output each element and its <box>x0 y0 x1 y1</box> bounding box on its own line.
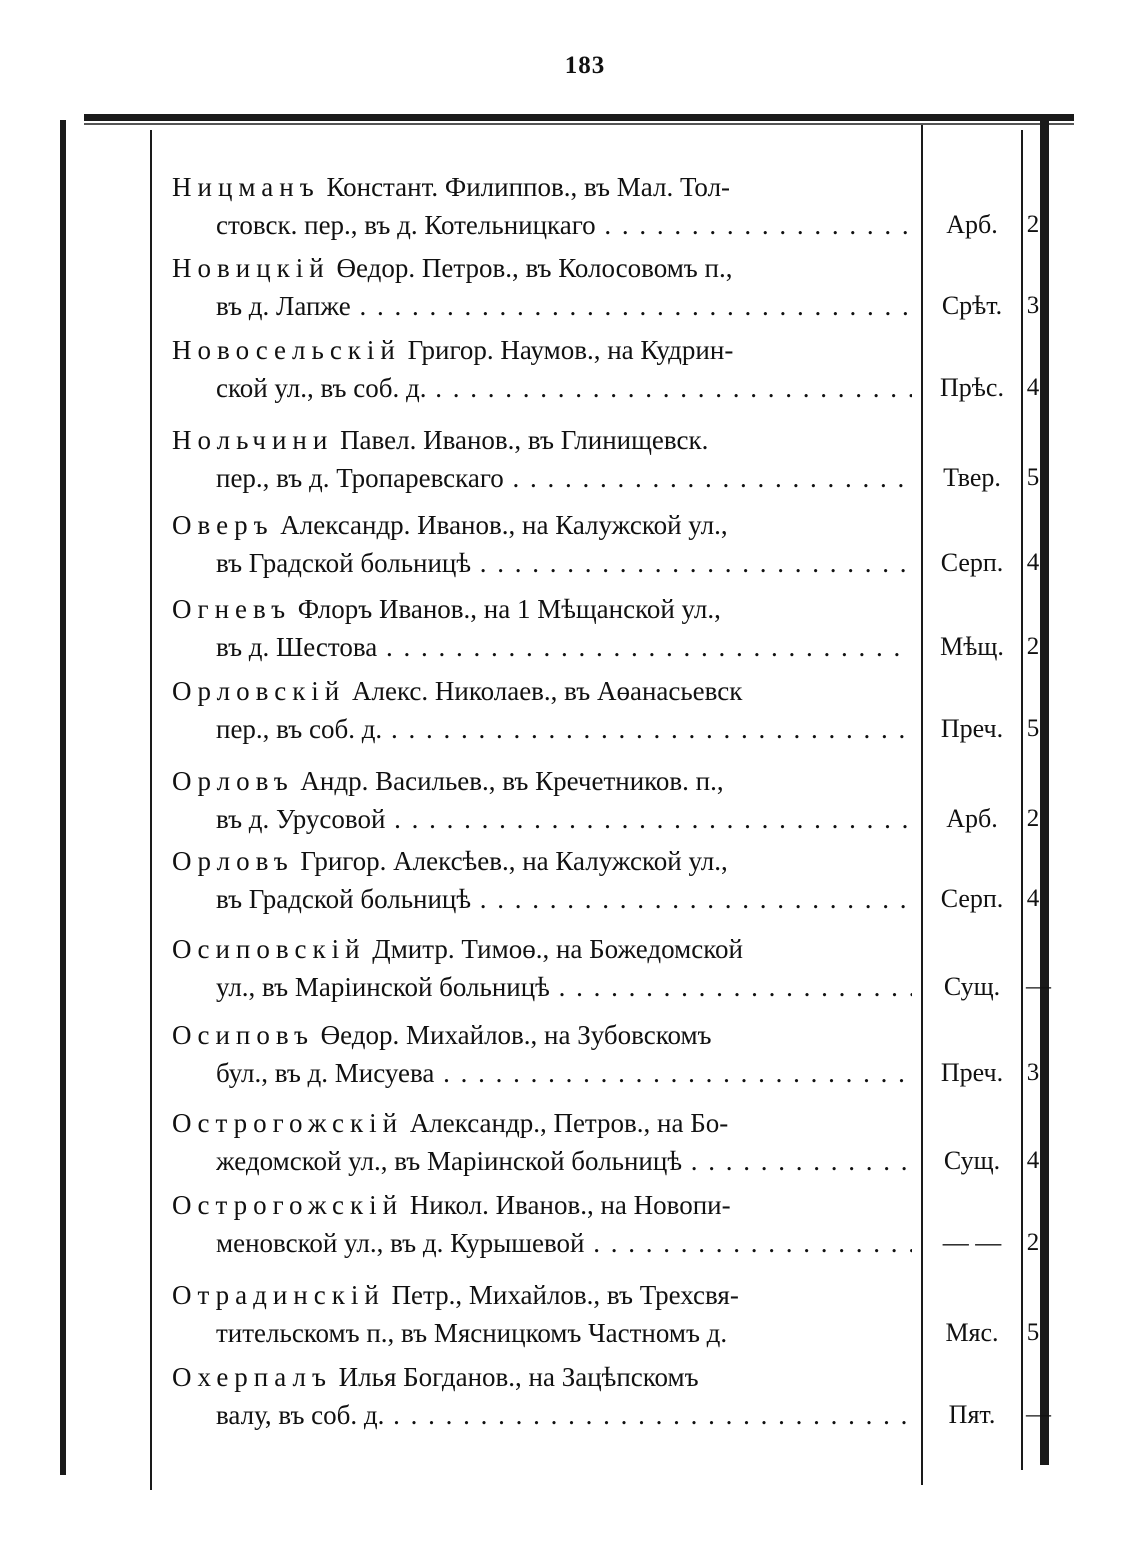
district: Арб. <box>946 804 998 833</box>
entry-row <box>0 172 1140 262</box>
address-continued: въ д. Лапже <box>216 291 351 321</box>
dot-leader <box>384 1400 912 1430</box>
section-number: 3 <box>1026 1059 1040 1086</box>
district: Срѣт. <box>941 291 1003 320</box>
entry-row <box>0 253 1140 343</box>
dot-leader <box>377 632 912 662</box>
entry-line-2 <box>216 1228 912 1258</box>
district: Преч. <box>940 1058 1004 1087</box>
entry-line-1 <box>172 1020 912 1050</box>
entry-line-2 <box>216 632 912 662</box>
section-number: 4 <box>1026 885 1040 912</box>
entry-line-1 <box>172 1362 912 1392</box>
entry-row <box>0 425 1140 515</box>
dot-leader <box>596 210 912 240</box>
section-number: 4 <box>1026 549 1040 576</box>
entry-line-2 <box>216 373 912 403</box>
entry-line-1 <box>172 510 912 540</box>
district: Мяс. <box>945 1318 999 1347</box>
entry-line-2 <box>216 548 912 578</box>
address-continued: въ Градской больницѣ <box>216 548 472 578</box>
name-address: Петр., Михайлов., въ Трехсвя- <box>391 1280 739 1310</box>
address-continued: тительскомъ п., въ Мясницкомъ Частномъ д. <box>216 1318 728 1348</box>
name-address: Өедор. Михайлов., на Зубовскомъ <box>320 1020 712 1050</box>
entry-line-2 <box>216 1058 912 1088</box>
district: Преч. <box>940 714 1004 743</box>
address-continued: въ д. Урусовой <box>216 804 386 834</box>
address-continued: меновской ул., въ д. Курышевой <box>216 1228 585 1258</box>
entry-line-1 <box>172 934 912 964</box>
dot-leader <box>682 1146 912 1176</box>
section-number: — <box>1026 1401 1051 1428</box>
name-address: Григор. Наумов., на Кудрин- <box>407 335 734 365</box>
name-address: Констант. Филиппов., въ Мал. Тол- <box>326 172 731 202</box>
surname: Орловскій <box>172 676 346 706</box>
section-number: — <box>1026 973 1051 1000</box>
address-continued: въ Градской больницѣ <box>216 884 472 914</box>
entry-row <box>0 510 1140 600</box>
address-continued: стовск. пер., въ д. Котельницкаго <box>216 210 596 240</box>
surname: Охерпалъ <box>172 1362 332 1392</box>
section-number: 4 <box>1026 374 1040 401</box>
dot-leader <box>426 373 912 403</box>
name-address: Григор. Алексѣев., на Калужской ул., <box>300 846 728 876</box>
surname: Орловъ <box>172 766 294 796</box>
entry-line-2 <box>216 1318 912 1348</box>
entry-row <box>0 766 1140 856</box>
district: — — <box>942 1228 1002 1257</box>
entry-line-1 <box>172 594 912 624</box>
surname: Оверъ <box>172 510 274 540</box>
surname: Огневъ <box>172 594 292 624</box>
entry-line-1 <box>172 335 912 365</box>
entry-line-2 <box>216 1400 912 1430</box>
section-number: 5 <box>1026 464 1040 491</box>
dot-leader <box>382 714 912 744</box>
dot-leader <box>434 1058 912 1088</box>
section-number: 2 <box>1026 633 1040 660</box>
surname: Орловъ <box>172 846 294 876</box>
entry-line-2 <box>216 1146 912 1176</box>
entry-row <box>0 934 1140 1024</box>
surname: Осиповскій <box>172 934 366 964</box>
entry-line-1 <box>172 1108 912 1138</box>
page-number: 183 <box>564 52 606 79</box>
district: Арб. <box>946 210 998 239</box>
entry-line-2 <box>216 972 912 1002</box>
entry-line-2 <box>216 804 912 834</box>
entry-line-2 <box>216 210 912 240</box>
district: Сущ. <box>943 1146 1001 1175</box>
section-number: 5 <box>1026 1319 1040 1346</box>
dot-leader <box>385 804 912 834</box>
entry-line-2 <box>216 291 912 321</box>
entry-line-2 <box>216 714 912 744</box>
address-continued: ул., въ Маріинской больницѣ <box>216 972 550 1002</box>
entry-line-1 <box>172 1190 912 1220</box>
entry-line-1 <box>172 1280 912 1310</box>
surname: Нольчини <box>172 425 334 455</box>
name-address: Илья Богданов., на Зацѣпскомъ <box>338 1362 699 1392</box>
surname: Новосельскій <box>172 335 401 365</box>
name-address: Павел. Иванов., въ Глинищевск. <box>340 425 709 455</box>
section-number: 2 <box>1026 211 1040 238</box>
district: Прѣс. <box>940 373 1004 402</box>
surname: Острогожскій <box>172 1108 404 1138</box>
district: Сущ. <box>943 972 1001 1001</box>
entry-line-1 <box>172 425 912 455</box>
name-address: Андр. Васильев., въ Кречетников. п., <box>300 766 724 796</box>
dot-leader <box>550 972 912 1002</box>
entry-line-1 <box>172 172 912 202</box>
dot-leader <box>471 548 912 578</box>
district: Мѣщ. <box>940 632 1004 661</box>
entry-line-2 <box>216 884 912 914</box>
address-continued: пер., въ д. Тропаревскаго <box>216 463 504 493</box>
entry-row <box>0 846 1140 936</box>
entry-row <box>0 1190 1140 1280</box>
entry-line-1 <box>172 676 912 706</box>
name-address: Александр., Петров., на Бо- <box>409 1108 729 1138</box>
address-continued: валу, въ соб. д. <box>216 1400 385 1430</box>
entry-row <box>0 1362 1140 1452</box>
name-address: Өедор. Петров., въ Колосовомъ п., <box>336 253 733 283</box>
surname: Новицкій <box>172 253 330 283</box>
section-number: 3 <box>1026 292 1040 319</box>
entry-row <box>0 1020 1140 1110</box>
name-address: Дмитр. Тимоө., на Божедомской <box>372 934 743 964</box>
district: Твер. <box>943 463 1001 492</box>
address-continued: жедомской ул., въ Маріинской больницѣ <box>216 1146 682 1176</box>
name-address: Флоръ Иванов., на 1 Мѣщанской ул., <box>297 594 721 624</box>
name-address: Никол. Иванов., на Новопи- <box>409 1190 731 1220</box>
dot-leader <box>471 884 912 914</box>
section-number: 5 <box>1026 715 1040 742</box>
entry-line-2 <box>216 463 912 493</box>
entry-row <box>0 335 1140 425</box>
surname: Острогожскій <box>172 1190 404 1220</box>
entry-line-1 <box>172 766 912 796</box>
dot-leader <box>351 291 912 321</box>
district: Серп. <box>940 884 1004 913</box>
entry-row <box>0 1108 1140 1198</box>
section-number: 4 <box>1026 1147 1040 1174</box>
district: Пят. <box>948 1400 996 1429</box>
surname: Ницманъ <box>172 172 320 202</box>
address-continued: бул., въ д. Мисуева <box>216 1058 435 1088</box>
address-continued: ской ул., въ соб. д. <box>216 373 427 403</box>
name-address: Александр. Иванов., на Калужской ул., <box>280 510 728 540</box>
section-number: 2 <box>1026 805 1040 832</box>
dot-leader <box>585 1228 912 1258</box>
entry-row <box>0 1280 1140 1370</box>
section-number: 2 <box>1026 1229 1040 1256</box>
address-continued: въ д. Шестова <box>216 632 378 662</box>
name-address: Алекс. Николаев., въ Аөанасьевск <box>352 676 743 706</box>
entry-row <box>0 594 1140 684</box>
entry-line-1 <box>172 253 912 283</box>
district: Серп. <box>940 548 1004 577</box>
surname: Отрадинскій <box>172 1280 385 1310</box>
address-continued: пер., въ соб. д. <box>216 714 383 744</box>
dot-leader <box>504 463 912 493</box>
entry-row <box>0 676 1140 766</box>
surname: Осиповъ <box>172 1020 314 1050</box>
entry-line-1 <box>172 846 912 876</box>
